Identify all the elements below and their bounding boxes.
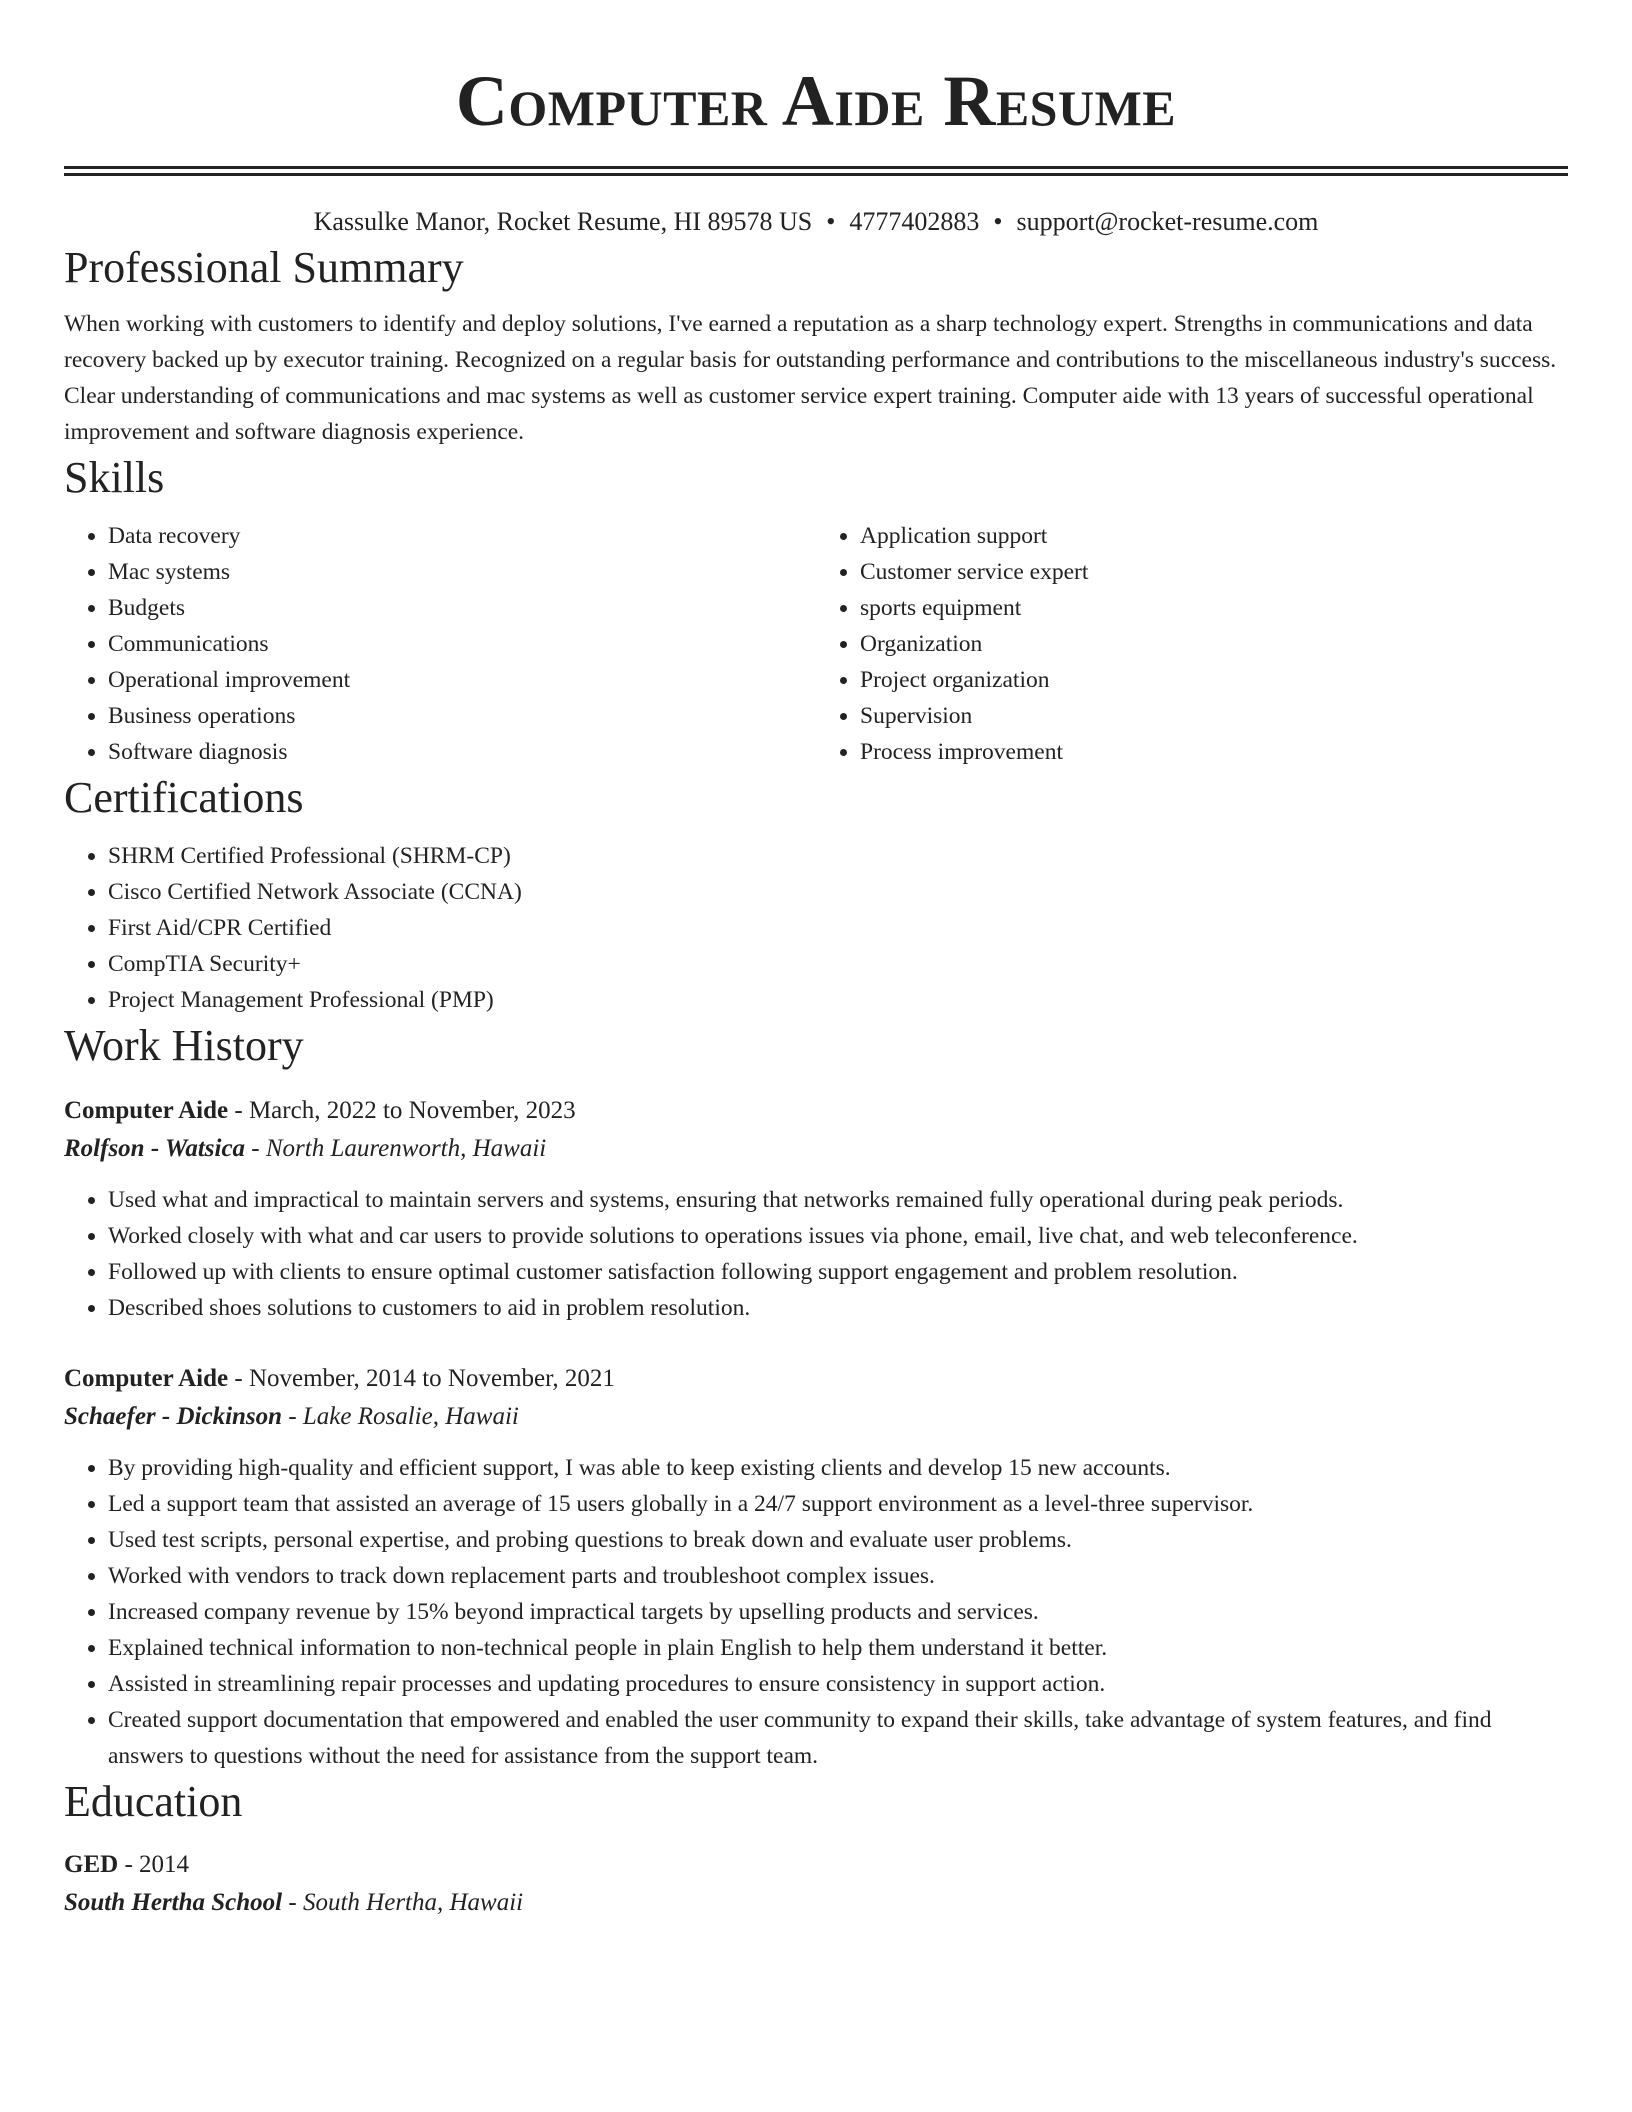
- job-bullet-list: [64, 1450, 1568, 1774]
- education-year: 2014: [139, 1851, 190, 1878]
- skill-item: • Project organization: [860, 662, 1568, 698]
- certification-item: • First Aid/CPR Certified: [108, 910, 1568, 946]
- certification-item: • CompTIA Security+: [108, 946, 1568, 982]
- job-bullet: • Explained technical information to non-technical people in plain English to help them understand it better.: [108, 1630, 1568, 1666]
- job-company-line: Schaefer - Dickinson - Lake Rosalie, Hawaii: [64, 1403, 519, 1430]
- contact-separator: •: [826, 207, 836, 236]
- skill-item: • Communications: [108, 626, 816, 662]
- job-dates: March, 2022 to November, 2023: [248, 1097, 576, 1124]
- job-company-line: Rolfson - Watsica - North Laurenworth, Hawaii: [64, 1135, 547, 1162]
- title-divider: [64, 166, 1568, 176]
- job-bullet: • Created support documentation that empowered and enabled the user community to expand their skills, take advantage of system features, and find answers to questions without the need for assistance from the support team.: [108, 1702, 1568, 1774]
- skill-item: • Software diagnosis: [108, 734, 816, 770]
- job-title: Computer Aide: [64, 1097, 229, 1124]
- contact-separator: •: [993, 207, 1003, 236]
- job-bullet: • Followed up with clients to ensure optimal customer satisfaction following support engagement and problem resolution.: [108, 1254, 1568, 1290]
- job-bullet: • Used what and impractical to maintain servers and systems, ensuring that networks remained fully operational during peak periods.: [108, 1182, 1568, 1218]
- job-bullet: • Used test scripts, personal expertise, and probing questions to break down and evaluate user problems.: [108, 1522, 1568, 1558]
- skills-list: [64, 518, 1568, 770]
- job-bullet-list: [64, 1182, 1568, 1326]
- education-school-line: South Hertha School - South Hertha, Hawaii: [64, 1889, 524, 1916]
- job-bullet: • By providing high-quality and efficient support, I was able to keep existing clients and develop 15 new accounts.: [108, 1450, 1568, 1486]
- skill-item: • Budgets: [108, 590, 816, 626]
- skill-item: • Operational improvement: [108, 662, 816, 698]
- skill-item: • Business operations: [108, 698, 816, 734]
- education-entry: [64, 1846, 1568, 1922]
- skill-item: • Process improvement: [860, 734, 1568, 770]
- skill-item: • Data recovery: [108, 518, 816, 554]
- contact-line: [64, 204, 1568, 240]
- job-bullet: • Worked closely with what and car users to provide solutions to operations issues via phone, email, live chat, and web teleconference.: [108, 1218, 1568, 1254]
- job-location: North Laurenworth, Hawaii: [265, 1135, 547, 1162]
- job-company: Rolfson - Watsica: [64, 1135, 246, 1162]
- job-bullet: • Worked with vendors to track down replacement parts and troubleshoot complex issues.: [108, 1558, 1568, 1594]
- job-entry: [64, 1360, 1568, 1774]
- skills-column-right: [816, 518, 1568, 770]
- education-heading: Education: [64, 1777, 243, 1826]
- skill-item: • sports equipment: [860, 590, 1568, 626]
- skill-item: • Organization: [860, 626, 1568, 662]
- education-degree: GED: [64, 1851, 119, 1878]
- skills-column-left: [64, 518, 816, 770]
- skill-item: • Mac systems: [108, 554, 816, 590]
- resume-title: Computer Aide Resume: [455, 61, 1177, 141]
- work-history-heading: Work History: [64, 1021, 304, 1070]
- skill-item: • Supervision: [860, 698, 1568, 734]
- summary-heading: Professional Summary: [64, 243, 464, 292]
- summary-text: When working with customers to identify and deploy solutions, I've earned a reputation as a sharp technology expert. Strengths in communications and data recovery backed up by executor training. Recognized on a regular basis for outstanding performance and contributions to the miscellaneous industry's success. Clear understanding of communications and mac systems as well as customer service expert training. Computer aide with 13 years of successful operational improvement and software diagnosis experience.: [64, 311, 1557, 445]
- job-bullet: • Assisted in streamlining repair processes and updating procedures to ensure consistency in support action.: [108, 1666, 1568, 1702]
- job-bullet: • Led a support team that assisted an average of 15 users globally in a 24/7 support environment as a level-three supervisor.: [108, 1486, 1568, 1522]
- job-title-line: Computer Aide - November, 2014 to November, 2021: [64, 1365, 615, 1392]
- contact-email: support@rocket-resume.com: [1016, 207, 1319, 236]
- education-location: South Hertha, Hawaii: [302, 1889, 524, 1916]
- skill-item: • Customer service expert: [860, 554, 1568, 590]
- job-dates: November, 2014 to November, 2021: [248, 1365, 615, 1392]
- job-bullet: • Increased company revenue by 15% beyond impractical targets by upselling products and services.: [108, 1594, 1568, 1630]
- job-entry: [64, 1092, 1568, 1326]
- job-bullet: • Described shoes solutions to customers to aid in problem resolution.: [108, 1290, 1568, 1326]
- job-company: Schaefer - Dickinson: [64, 1403, 283, 1430]
- certification-item: • Project Management Professional (PMP): [108, 982, 1568, 1018]
- contact-phone: 4777402883: [849, 207, 980, 236]
- skill-item: • Application support: [860, 518, 1568, 554]
- education-school: South Hertha School: [64, 1889, 283, 1916]
- certification-item: • SHRM Certified Professional (SHRM-CP): [108, 838, 1568, 874]
- skills-heading: Skills: [64, 453, 165, 502]
- certifications-list: [64, 838, 1568, 1018]
- job-title: Computer Aide: [64, 1365, 229, 1392]
- certification-item: • Cisco Certified Network Associate (CCNA): [108, 874, 1568, 910]
- job-location: Lake Rosalie, Hawaii: [302, 1403, 519, 1430]
- contact-address: Kassulke Manor, Rocket Resume, HI 89578 US: [313, 207, 813, 236]
- job-title-line: Computer Aide - March, 2022 to November, 2023: [64, 1097, 576, 1124]
- certifications-heading: Certifications: [64, 773, 304, 822]
- education-degree-line: GED - 2014: [64, 1851, 190, 1878]
